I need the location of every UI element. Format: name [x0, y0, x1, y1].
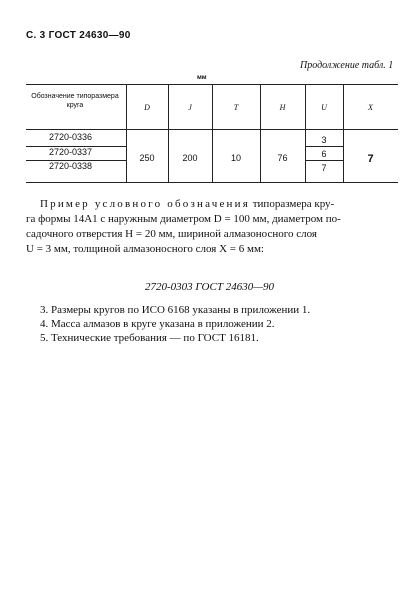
value-u: 7 [321, 163, 327, 173]
list-item: 3. Размеры кругов по ИСО 6168 указаны в приложении 1. [40, 304, 311, 316]
table-bottom-border [26, 182, 398, 183]
value-t: 10 [230, 153, 241, 163]
column-divider [343, 84, 344, 182]
column-divider [126, 84, 127, 182]
column-header-h: H [279, 103, 286, 112]
page-header: С. 3 ГОСТ 24630—90 [26, 30, 131, 41]
column-divider [212, 84, 213, 182]
column-header-t: T [233, 103, 239, 112]
value-u: 3 [321, 135, 327, 145]
list-item: 4. Масса алмазов в круге указана в приложении 2. [40, 318, 275, 330]
table-continuation-label: Продолжение табл. 1 [300, 60, 394, 71]
value-u: 6 [321, 149, 327, 159]
example-paragraph-line: U = 3 мм, толщиной алмазоносного слоя X = 6 мм: [26, 243, 264, 255]
example-paragraph-line: садочного отверстия H = 20 мм, шириной алмазоносного слоя [26, 228, 317, 240]
column-divider [168, 84, 169, 182]
column-divider [260, 84, 261, 182]
column-header-u: U [321, 103, 327, 112]
column-header-x: X [368, 103, 373, 112]
value-d: 250 [139, 153, 155, 163]
column-header-designation: Обозначение типоразмера круга [31, 93, 119, 109]
list-item: 5. Технические требования — по ГОСТ 16181. [40, 332, 259, 344]
example-heading-rest: типоразмера кру- [249, 198, 335, 210]
column-header-j: J [188, 103, 192, 112]
value-h: 76 [277, 153, 288, 163]
example-paragraph-line: га формы 14А1 с наружным диаметром D = 100 мм, диаметром по- [26, 213, 341, 225]
designation-cell: 2720-0336 [49, 132, 93, 142]
u-row-divider [305, 160, 343, 161]
column-header-d: D [144, 103, 150, 112]
value-x: 7 [367, 153, 374, 165]
designation-cell: 2720-0338 [49, 161, 93, 171]
value-j: 200 [182, 153, 198, 163]
designation-cell: 2720-0337 [49, 147, 93, 157]
units-label: мм [197, 74, 207, 81]
example-designation: 2720-0303 ГОСТ 24630—90 [145, 281, 274, 293]
u-row-divider [305, 146, 343, 147]
example-paragraph-line [26, 197, 398, 211]
example-heading-spaced: Пример условного обозначения [40, 198, 250, 210]
